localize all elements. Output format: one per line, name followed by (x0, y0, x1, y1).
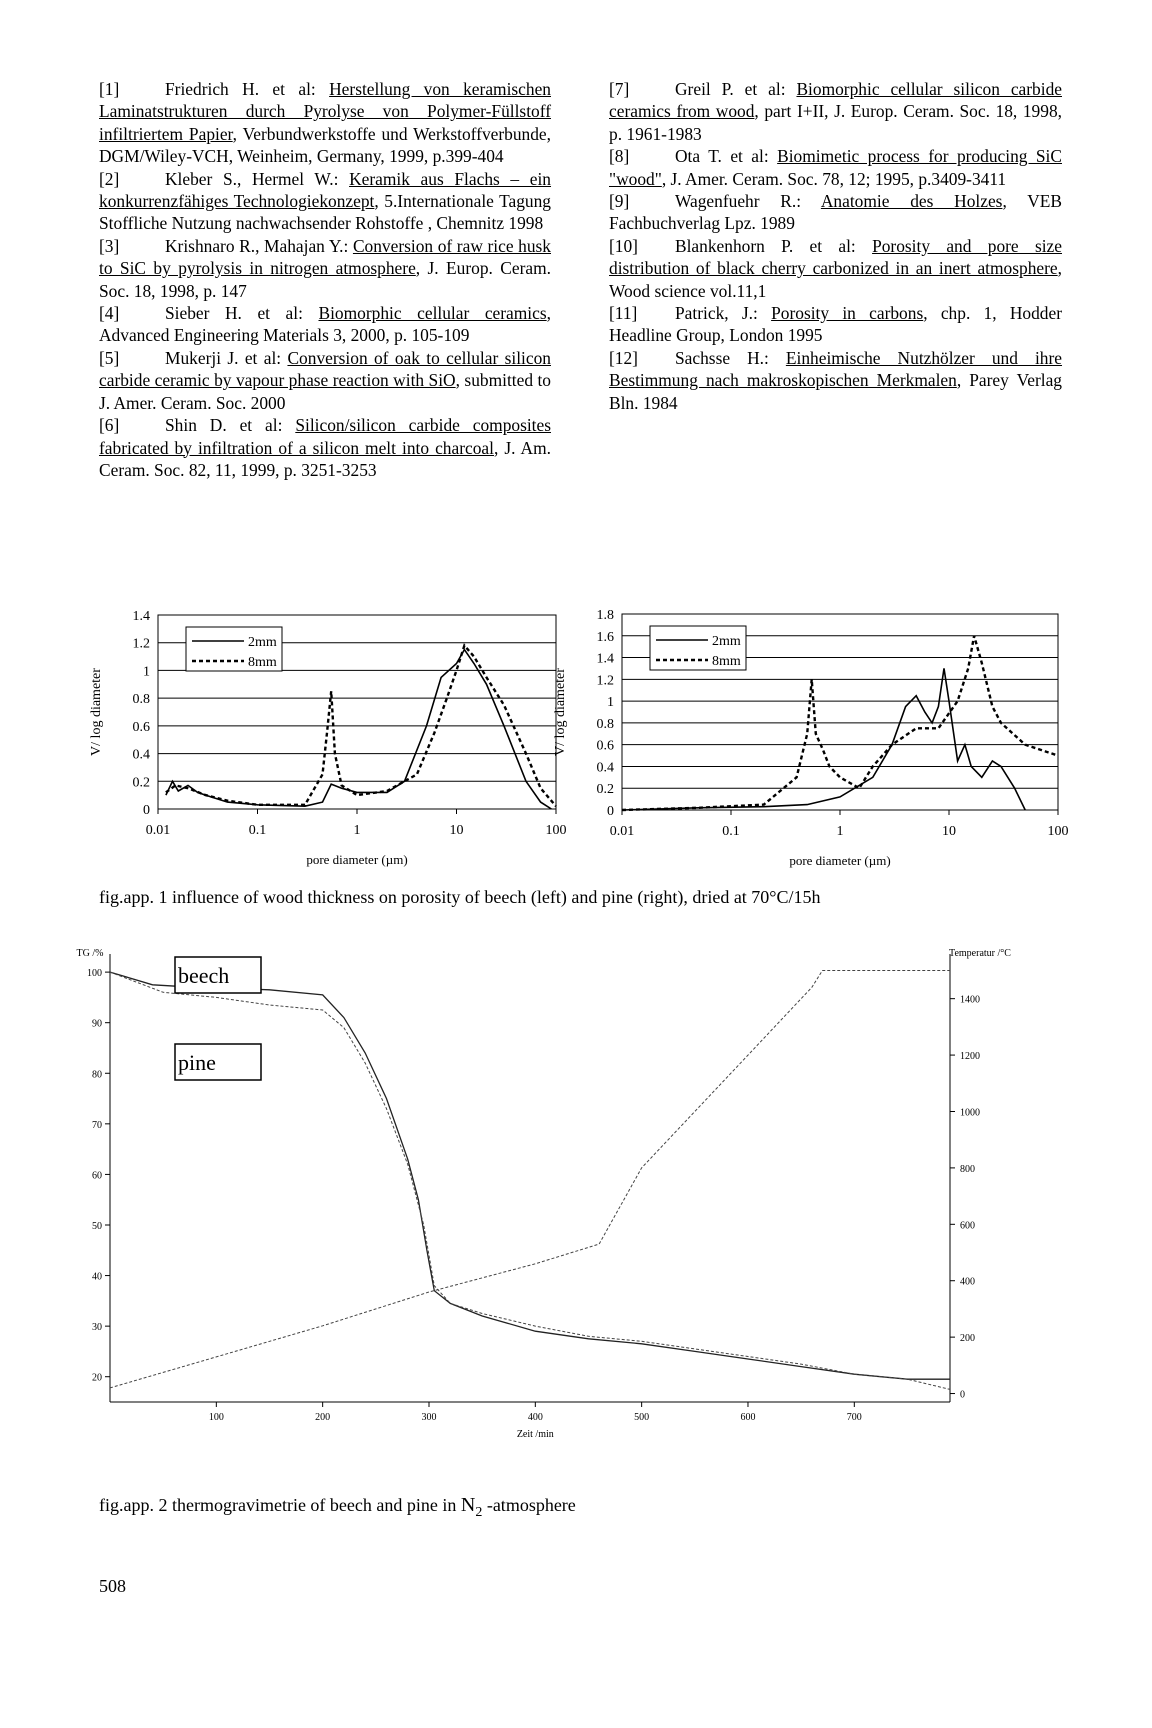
y-tick-label: 1 (143, 664, 150, 680)
y-tick-label: 0.2 (132, 775, 150, 791)
x-tick-label: 400 (527, 1412, 543, 1423)
reference-authors: Sieber H. et al: (165, 303, 319, 324)
y-tick-label: 1 (607, 695, 614, 711)
reference-details: , Wood science vol.11,1 (609, 258, 1062, 301)
y-right-tick-label: 1400 (960, 994, 980, 1006)
legend-label: 8mm (248, 655, 277, 670)
x-tick-label: 10 (942, 824, 956, 839)
references-right-column (609, 78, 1062, 414)
reference-4 (99, 302, 551, 347)
y-left-tick-label: 40 (92, 1271, 102, 1283)
n2-n: N (460, 1494, 476, 1516)
reference-title: Conversion of raw rice husk to SiC by pyrolysis in nitrogen atmosphere (99, 235, 551, 279)
n2-symbol (460, 1494, 483, 1520)
legend-label: 2mm (712, 634, 741, 649)
reference-title: Porosity and pore size distribution of black cherry carbonized in an inert atmosphere (609, 235, 1062, 279)
y-axis-label: V/ log diameter (89, 668, 104, 756)
y-right-tick-label: 0 (960, 1389, 965, 1401)
reference-number: [3] (99, 235, 120, 256)
reference-title: Keramik aus Flachs – ein konkurrenzfähiges Technologiekonzept (99, 168, 552, 212)
reference-details: , J. Amer. Ceram. Soc. 78, 12; 1995, p.3409-3411 (661, 168, 1007, 189)
x-tick-label: 0.1 (248, 823, 267, 838)
y-left-tick-label: 100 (87, 968, 102, 980)
x-tick-label: 100 (545, 823, 567, 838)
y-right-tick-label: 800 (960, 1163, 975, 1175)
figure-1-porosity-charts (0, 590, 1152, 890)
reference-title: Biomimetic process for producing SiC "wood" (609, 146, 1062, 189)
reference-title: Biomorphic cellular silicon carbide ceramics from wood (609, 79, 1062, 122)
y-tick-label: 0.4 (132, 747, 150, 763)
y-tick-label: 1.2 (132, 636, 150, 652)
chart-pine-porosity (553, 608, 1069, 868)
reference-5 (99, 347, 551, 414)
reference-title: Herstellung von keramischen Laminatstrukturen durch Pyrolyse von Polymer-Füllstoff infiltriertem Papier (99, 79, 551, 144)
reference-number: [7] (609, 79, 630, 99)
y-tick-label: 1.4 (132, 609, 150, 624)
y-tick-label: 1.2 (596, 673, 614, 689)
reference-title: Einheimische Nutzhölzer und ihre Bestimmung nach makroskopischen Merkmalen (609, 347, 1063, 391)
reference-10 (609, 235, 1062, 302)
x-tick-label: 700 (846, 1412, 862, 1423)
x-axis-label: pore diameter (µm) (306, 852, 408, 867)
chart-beech-porosity (89, 609, 567, 867)
reference-12 (609, 347, 1062, 414)
series-line-2mm (622, 668, 1025, 810)
x-axis-label: pore diameter (µm) (789, 853, 891, 868)
y-right-tick-label: 400 (960, 1276, 975, 1288)
reference-number: [8] (609, 146, 630, 167)
x-tick-label: 1 (353, 823, 361, 838)
reference-11 (609, 302, 1062, 347)
x-tick-label: 0.1 (722, 824, 740, 839)
reference-number: [1] (99, 79, 120, 99)
y-left-tick-label: 30 (92, 1322, 102, 1334)
reference-title: Silicon/silicon carbide composites fabricated by infiltration of a silicon melt into charcoal (99, 415, 551, 458)
y-tick-label: 0.8 (596, 716, 614, 732)
x-tick-label: 300 (421, 1412, 437, 1423)
reference-number: [11] (609, 303, 638, 324)
reference-authors: Ota T. et al: (675, 146, 778, 167)
figure-2-caption-text: fig.app. 2 thermogravimetrie of beech and pine in (99, 1495, 461, 1515)
reference-details: , VEB Fachbuchverlag Lpz. 1989 (609, 191, 1063, 234)
reference-details: , Advanced Engineering Materials 3, 2000, p. 105-109 (99, 303, 551, 346)
reference-details: , J. Europ. Ceram. Soc. 18, 1998, p. 147 (99, 258, 551, 301)
y-left-tick-label: 90 (92, 1018, 102, 1030)
y-tick-label: 1.4 (596, 651, 614, 667)
y-left-tick-label: 20 (92, 1372, 102, 1384)
n2-subscript: 2 (475, 1505, 483, 1520)
series-line-2mm (166, 650, 552, 809)
reference-9 (609, 190, 1062, 235)
y-tick-label: 0 (143, 803, 150, 818)
reference-authors: Sachsse H.: (675, 347, 786, 368)
figure-2-caption (99, 1494, 576, 1521)
y-right-tick-label: 600 (960, 1220, 975, 1232)
reference-3 (99, 235, 551, 302)
reference-number: [12] (609, 347, 638, 368)
reference-details: , 5.Internationale Tagung Stoffliche Nutzung nachwachsender Rohstoffe , Chemnitz 1998 (99, 191, 552, 234)
x-axis-label: Zeit /min (516, 1429, 554, 1440)
reference-authors: Mukerji J. et al: (165, 347, 288, 368)
x-tick-label: 0.01 (145, 823, 171, 838)
reference-authors: Wagenfuehr R.: (675, 191, 821, 212)
reference-authors: Krishnaro R., Mahajan Y.: (165, 235, 353, 256)
y-tick-label: 0.6 (132, 719, 150, 735)
reference-8 (609, 145, 1062, 190)
reference-number: [10] (609, 235, 638, 256)
reference-6 (99, 414, 551, 481)
reference-number: [6] (99, 415, 120, 436)
reference-details: , J. Am. Ceram. Soc. 82, 11, 1999, p. 3251-3253 (99, 437, 551, 480)
reference-title: Anatomie des Holzes (820, 191, 1003, 212)
reference-authors: Blankenhorn P. et al: (675, 235, 873, 256)
x-tick-label: 1 (836, 824, 844, 839)
reference-details: , Verbundwerkstoffe und Werkstoffverbunde, DGM/Wiley-VCH, Weinheim, Germany, 1999, p.399-404 (99, 123, 551, 167)
y-tick-label: 0.2 (596, 782, 614, 798)
y-axis-label: V/ log diameter (553, 668, 568, 756)
reference-authors: Kleber S., Hermel W.: (165, 168, 350, 189)
y-left-axis-label: TG /% (76, 948, 104, 959)
x-tick-label: 100 (1047, 824, 1069, 839)
reference-1 (99, 78, 551, 168)
reference-number: [2] (99, 168, 120, 189)
y-tick-label: 0.4 (596, 760, 614, 776)
x-tick-label: 600 (740, 1412, 756, 1423)
y-right-tick-label: 1000 (960, 1107, 980, 1119)
page-number: 508 (99, 1576, 126, 1596)
chart-thermogravimetry (77, 948, 1012, 1440)
figure-1-caption: fig.app. 1 influence of wood thickness on porosity of beech (left) and pine (right), dried at 70°C/15h (99, 887, 821, 907)
reference-title: Biomorphic cellular ceramics (318, 303, 547, 324)
reference-number: [9] (609, 191, 630, 212)
reference-7 (609, 78, 1062, 145)
legend-label: 2mm (248, 635, 277, 650)
y-tick-label: 0 (607, 804, 614, 819)
reference-details: , chp. 1, Hodder Headline Group, London 1995 (609, 303, 1063, 346)
series-line-beech (110, 972, 950, 1379)
reference-authors: Friedrich H. et al: (165, 79, 330, 99)
x-tick-label: 10 (449, 823, 464, 838)
series-label-beech: beech (178, 963, 230, 988)
reference-number: [5] (99, 347, 120, 368)
reference-title: Conversion of oak to cellular silicon carbide ceramic by vapour phase reaction with SiO (99, 347, 551, 391)
y-left-tick-label: 80 (92, 1069, 102, 1081)
x-tick-label: 0.01 (609, 824, 635, 839)
reference-authors: Greil P. et al: (675, 79, 797, 99)
reference-number: [4] (99, 303, 120, 324)
y-right-tick-label: 1200 (960, 1051, 980, 1063)
x-tick-label: 500 (634, 1412, 650, 1423)
y-left-tick-label: 60 (92, 1170, 102, 1182)
y-right-tick-label: 200 (960, 1333, 975, 1345)
figure-2-caption-tail: -atmosphere (482, 1495, 576, 1515)
x-tick-label: 100 (208, 1412, 224, 1423)
reference-details: , Parey Verlag Bln. 1984 (609, 370, 1062, 413)
y-left-tick-label: 50 (92, 1220, 102, 1232)
reference-authors: Patrick, J.: (675, 303, 772, 324)
x-tick-label: 200 (315, 1412, 331, 1423)
legend-label: 8mm (712, 654, 741, 669)
y-tick-label: 0.8 (132, 692, 150, 708)
y-tick-label: 1.8 (596, 608, 614, 623)
series-line-pine (110, 972, 950, 1389)
reference-details: , submitted to J. Amer. Ceram. Soc. 2000 (99, 370, 551, 413)
y-left-tick-label: 70 (92, 1119, 102, 1131)
y-right-axis-label: Temperatur /°C (949, 948, 1011, 959)
series-label-pine: pine (178, 1050, 216, 1075)
reference-2 (99, 168, 551, 235)
reference-title: Porosity in carbons (771, 303, 924, 324)
references-left-column (99, 78, 551, 481)
y-tick-label: 0.6 (596, 738, 614, 754)
reference-authors: Shin D. et al: (165, 415, 296, 436)
reference-details: , part I+II, J. Europ. Ceram. Soc. 18, 1998, p. 1961-1983 (609, 101, 1062, 144)
figure-2-thermogravimetry-chart (0, 940, 1152, 1460)
y-tick-label: 1.6 (596, 629, 614, 645)
